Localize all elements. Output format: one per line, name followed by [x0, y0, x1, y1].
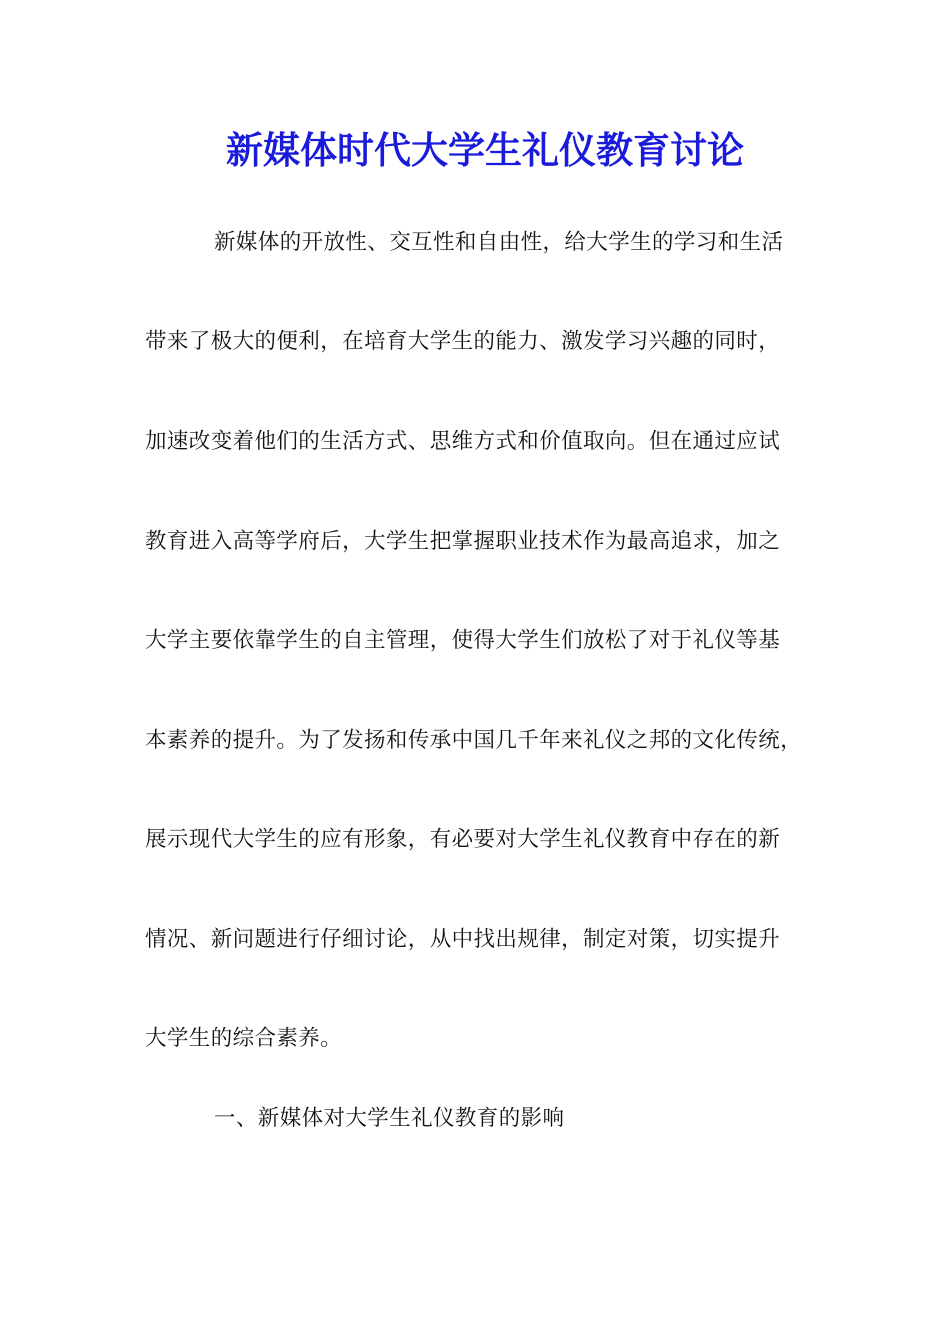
paragraph-line: 大学生的综合素养。: [145, 1026, 343, 1051]
paragraph-line: 本素养的提升。为了发扬和传承中国几千年来礼仪之邦的文化传统，: [145, 728, 803, 753]
section-heading: 一、新媒体对大学生礼仪教育的影响: [214, 1106, 565, 1131]
paragraph-line: 新媒体的开放性、交互性和自由性，给大学生的学习和生活: [214, 230, 784, 255]
paragraph-line: 情况、新问题进行仔细讨论，从中找出规律，制定对策，切实提升: [145, 927, 781, 952]
document-title: 新媒体时代大学生礼仪教育讨论: [226, 128, 744, 172]
paragraph-line: 加速改变着他们的生活方式、思维方式和价值取向。但在通过应试: [145, 429, 781, 454]
paragraph-line: 大学主要依靠学生的自主管理，使得大学生们放松了对于礼仪等基: [145, 628, 781, 653]
paragraph-line: 教育进入高等学府后，大学生把掌握职业技术作为最高追求，加之: [145, 529, 781, 554]
paragraph-line: 展示现代大学生的应有形象，有必要对大学生礼仪教育中存在的新: [145, 827, 781, 852]
paragraph-line: 带来了极大的便利，在培育大学生的能力、激发学习兴趣的同时，: [145, 329, 781, 354]
